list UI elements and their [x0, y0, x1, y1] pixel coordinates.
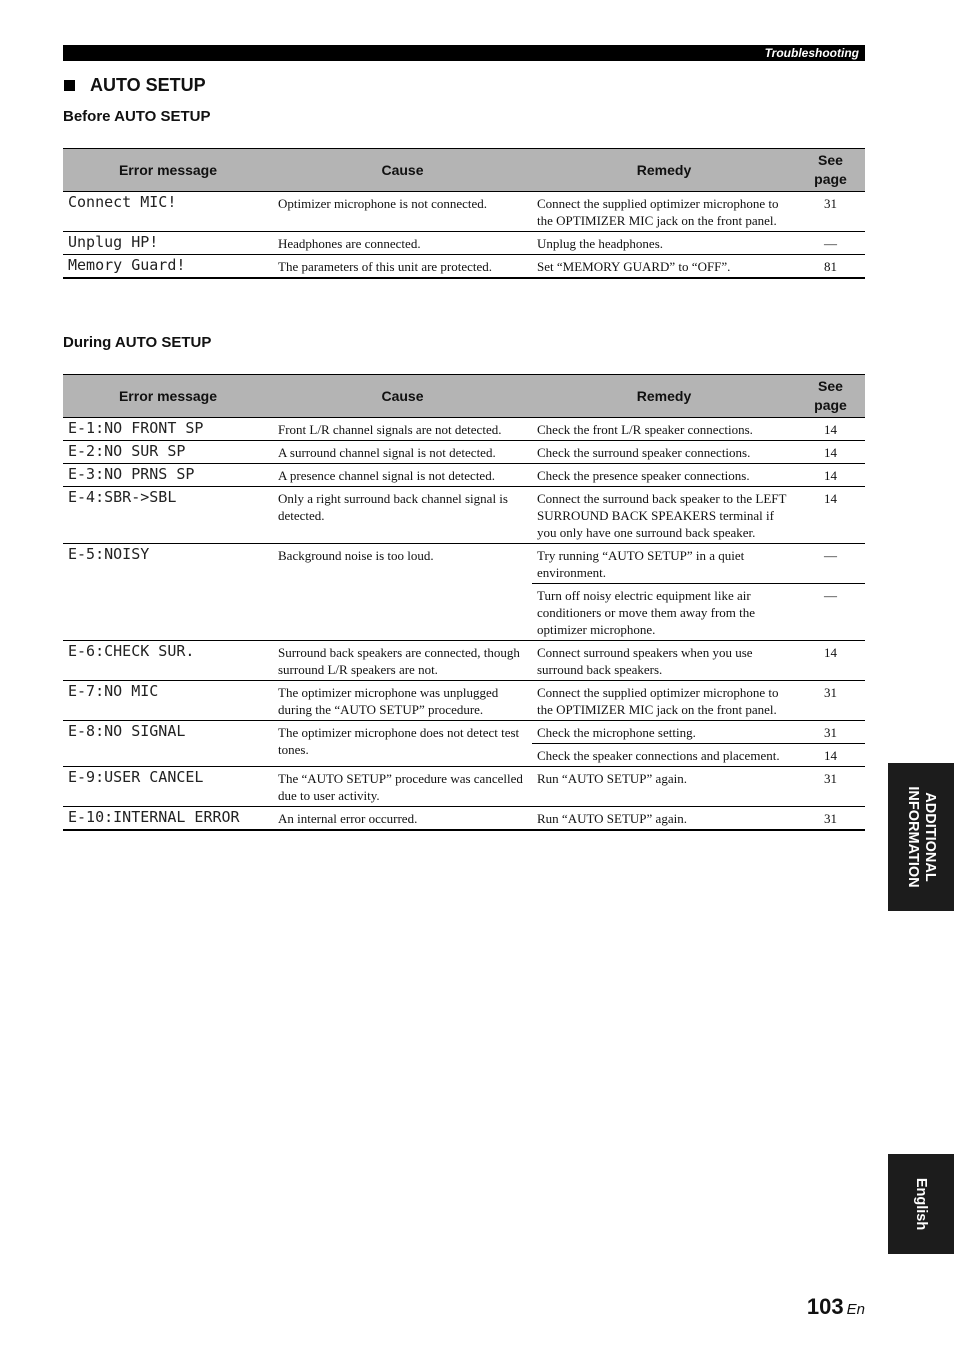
side-tab-language — [888, 1154, 954, 1254]
see-page-cell: 14 — [796, 464, 865, 487]
section-title — [63, 74, 206, 96]
before-heading: Before AUTO SETUP — [63, 108, 211, 125]
see-page-cell: 14 — [796, 744, 865, 767]
header-section-label: Troubleshooting — [764, 46, 859, 60]
remedy-cell: Check the surround speaker connections. — [532, 441, 796, 464]
table-row — [63, 192, 865, 232]
error-message-cell: Unplug HP! — [63, 232, 273, 255]
cause-cell: The “AUTO SETUP” procedure was cancelled due to user activity. — [273, 767, 532, 807]
square-bullet-icon — [64, 80, 75, 91]
remedy-cell: Try running “AUTO SETUP” in a quiet environment. — [532, 544, 796, 584]
cause-cell: Only a right surround back channel signal is detected. — [273, 487, 532, 544]
see-page-cell: 31 — [796, 807, 865, 831]
see-page-cell: 31 — [796, 681, 865, 721]
remedy-cell: Unplug the headphones. — [532, 232, 796, 255]
see-page-cell: 31 — [796, 767, 865, 807]
cause-cell: Front L/R channel signals are not detected. — [273, 418, 532, 441]
during-table — [63, 374, 865, 831]
table-header-row — [63, 375, 865, 418]
cause-cell: A presence channel signal is not detected. — [273, 464, 532, 487]
side-tab-section — [888, 763, 954, 911]
side-tab-section-label: ADDITIONAL INFORMATION — [905, 786, 938, 888]
header-bar — [63, 45, 865, 61]
table-row — [63, 767, 865, 807]
col-remedy: Remedy — [532, 149, 796, 192]
cause-cell: Background noise is too loud. — [273, 544, 532, 641]
table-row — [63, 807, 865, 831]
see-page-cell: 14 — [796, 418, 865, 441]
error-message-cell: E-6:CHECK SUR. — [63, 641, 273, 681]
remedy-cell: Run “AUTO SETUP” again. — [532, 807, 796, 831]
side-tab-language-label: English — [913, 1177, 929, 1231]
error-message-cell: Memory Guard! — [63, 255, 273, 279]
see-page-cell: 14 — [796, 441, 865, 464]
col-page: See page — [796, 149, 865, 192]
table-row — [63, 464, 865, 487]
col-cause: Cause — [273, 149, 532, 192]
remedy-cell: Check the presence speaker connections. — [532, 464, 796, 487]
table-header-row — [63, 149, 865, 192]
table-row — [63, 232, 865, 255]
error-message-cell: E-3:NO PRNS SP — [63, 464, 273, 487]
table-row — [63, 418, 865, 441]
section-title-text: AUTO SETUP — [90, 75, 206, 95]
cause-cell: The optimizer microphone does not detect test tones. — [273, 721, 532, 767]
see-page-cell: — — [796, 544, 865, 584]
see-page-cell: 14 — [796, 487, 865, 544]
cause-cell: The optimizer microphone was unplugged during the “AUTO SETUP” procedure. — [273, 681, 532, 721]
see-page-cell: 31 — [796, 721, 865, 744]
remedy-cell: Turn off noisy electric equipment like air conditioners or move them away from the optimizer microphone. — [532, 584, 796, 641]
error-message-cell: E-5:NOISY — [63, 544, 273, 641]
col-remedy: Remedy — [532, 375, 796, 418]
cause-cell: A surround channel signal is not detected. — [273, 441, 532, 464]
see-page-cell: 31 — [796, 192, 865, 232]
during-heading: During AUTO SETUP — [63, 334, 212, 351]
error-message-cell: E-10:INTERNAL ERROR — [63, 807, 273, 831]
table-row — [63, 681, 865, 721]
before-table — [63, 148, 865, 279]
table-row — [63, 487, 865, 544]
see-page-cell: 81 — [796, 255, 865, 279]
error-message-cell: E-1:NO FRONT SP — [63, 418, 273, 441]
col-error: Error message — [63, 149, 273, 192]
table-row — [63, 721, 865, 744]
error-message-cell: Connect MIC! — [63, 192, 273, 232]
error-message-cell: E-2:NO SUR SP — [63, 441, 273, 464]
remedy-cell: Connect the supplied optimizer microphone to the OPTIMIZER MIC jack on the front panel. — [532, 192, 796, 232]
error-message-cell: E-8:NO SIGNAL — [63, 721, 273, 767]
remedy-cell: Check the front L/R speaker connections. — [532, 418, 796, 441]
cause-cell: An internal error occurred. — [273, 807, 532, 831]
remedy-cell: Check the speaker connections and placement. — [532, 744, 796, 767]
page-lang: En — [846, 1301, 865, 1318]
error-message-cell: E-7:NO MIC — [63, 681, 273, 721]
remedy-cell: Run “AUTO SETUP” again. — [532, 767, 796, 807]
cause-cell: Surround back speakers are connected, though surround L/R speakers are not. — [273, 641, 532, 681]
remedy-cell: Connect surround speakers when you use surround back speakers. — [532, 641, 796, 681]
remedy-cell: Connect the supplied optimizer microphone to the OPTIMIZER MIC jack on the front panel. — [532, 681, 796, 721]
col-page: See page — [796, 375, 865, 418]
table-row — [63, 544, 865, 584]
remedy-cell: Set “MEMORY GUARD” to “OFF”. — [532, 255, 796, 279]
see-page-cell: 14 — [796, 641, 865, 681]
col-cause: Cause — [273, 375, 532, 418]
table-row — [63, 641, 865, 681]
page-number-value: 103 — [806, 1294, 844, 1319]
table-row — [63, 441, 865, 464]
remedy-cell: Check the microphone setting. — [532, 721, 796, 744]
table-row — [63, 255, 865, 279]
remedy-cell: Connect the surround back speaker to the LEFT SURROUND BACK SPEAKERS terminal if you only have one surround back speaker. — [532, 487, 796, 544]
see-page-cell: — — [796, 584, 865, 641]
page-number — [807, 1293, 865, 1324]
error-message-cell: E-4:SBR->SBL — [63, 487, 273, 544]
cause-cell: The parameters of this unit are protected. — [273, 255, 532, 279]
error-message-cell: E-9:USER CANCEL — [63, 767, 273, 807]
cause-cell: Headphones are connected. — [273, 232, 532, 255]
see-page-cell: — — [796, 232, 865, 255]
col-error: Error message — [63, 375, 273, 418]
cause-cell: Optimizer microphone is not connected. — [273, 192, 532, 232]
